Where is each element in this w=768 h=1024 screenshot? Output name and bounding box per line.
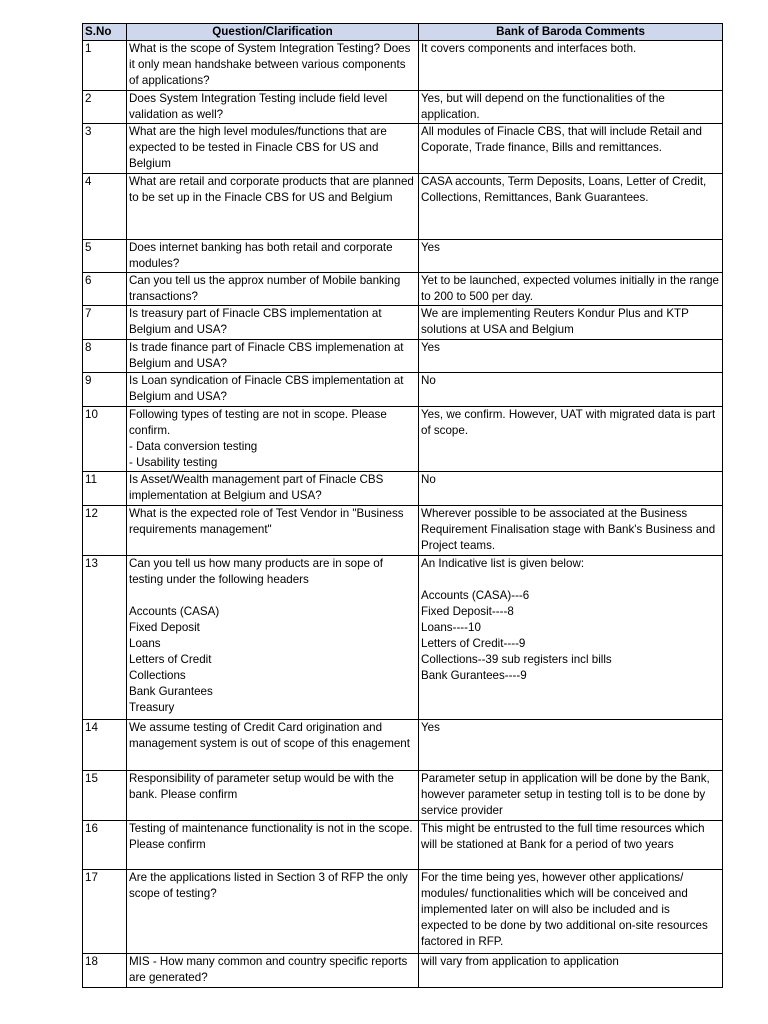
cell-comment: Yes, we confirm. However, UAT with migrated data is part of scope. xyxy=(419,407,723,472)
cell-sno: 18 xyxy=(83,954,127,988)
table-row xyxy=(83,174,723,240)
cell-comment: CASA accounts, Term Deposits, Loans, Letter of Credit, Collections, Remittances, Bank Guarantees. xyxy=(419,174,723,240)
table-row xyxy=(83,771,723,821)
cell-sno: 17 xyxy=(83,870,127,954)
cell-sno: 9 xyxy=(83,373,127,407)
cell-question: Is trade finance part of Finacle CBS implemenation at Belgium and USA? xyxy=(127,340,419,373)
header-comments: Bank of Baroda Comments xyxy=(419,24,723,41)
cell-comment: Yes, but will depend on the functionalities of the application. xyxy=(419,91,723,124)
cell-comment: It covers components and interfaces both. xyxy=(419,41,723,91)
cell-comment: For the time being yes, however other applications/ modules/ functionalities which will be conceived and implemented later on will also be included and is expected to be done by two additional on-site resources factored in RFP. xyxy=(419,870,723,954)
cell-question: Can you tell us the approx number of Mobile banking transactions? xyxy=(127,273,419,306)
cell-comment: Yet to be launched, expected volumes initially in the range to 200 to 500 per day. xyxy=(419,273,723,306)
cell-sno: 11 xyxy=(83,472,127,506)
cell-comment: No xyxy=(419,373,723,407)
cell-comment: will vary from application to application xyxy=(419,954,723,988)
cell-comment: We are implementing Reuters Kondur Plus and KTP solutions at USA and Belgium xyxy=(419,306,723,340)
cell-comment: An Indicative list is given below: Accounts (CASA)---6 Fixed Deposit----8 Loans----10 Letters of Credit----9 Collections--39 sub registers incl bills Bank Gurantees----9 xyxy=(419,556,723,720)
header-row xyxy=(83,24,723,41)
cell-question: Is Loan syndication of Finacle CBS implementation at Belgium and USA? xyxy=(127,373,419,407)
table-row xyxy=(83,240,723,273)
cell-question: Testing of maintenance functionality is not in the scope. Please confirm xyxy=(127,821,419,870)
cell-comment: Yes xyxy=(419,720,723,771)
table-row xyxy=(83,506,723,556)
cell-comment: Yes xyxy=(419,240,723,273)
cell-question: We assume testing of Credit Card origination and management system is out of scope of this enagement xyxy=(127,720,419,771)
cell-sno: 12 xyxy=(83,506,127,556)
cell-comment: No xyxy=(419,472,723,506)
header-sno: S.No xyxy=(83,24,127,41)
cell-sno: 5 xyxy=(83,240,127,273)
cell-question: MIS - How many common and country specific reports are generated? xyxy=(127,954,419,988)
table-row xyxy=(83,407,723,472)
table-row xyxy=(83,821,723,870)
table-row xyxy=(83,124,723,174)
cell-question: Are the applications listed in Section 3 of RFP the only scope of testing? xyxy=(127,870,419,954)
cell-comment: Parameter setup in application will be done by the Bank, however parameter setup in testing toll is to be done by service provider xyxy=(419,771,723,821)
table-row xyxy=(83,954,723,988)
cell-question: Following types of testing are not in scope. Please confirm. - Data conversion testing - Usability testing xyxy=(127,407,419,472)
table-row xyxy=(83,41,723,91)
table-row xyxy=(83,556,723,720)
cell-question: What are the high level modules/functions that are expected to be tested in Finacle CBS for US and Belgium xyxy=(127,124,419,174)
cell-comment: This might be entrusted to the full time resources which will be stationed at Bank for a period of two years xyxy=(419,821,723,870)
clarification-table xyxy=(82,23,723,988)
cell-sno: 3 xyxy=(83,124,127,174)
cell-sno: 4 xyxy=(83,174,127,240)
table-row xyxy=(83,306,723,340)
cell-comment: All modules of Finacle CBS, that will include Retail and Coporate, Trade finance, Bills and remittances. xyxy=(419,124,723,174)
table-row xyxy=(83,720,723,771)
table-row xyxy=(83,472,723,506)
cell-sno: 6 xyxy=(83,273,127,306)
table-row xyxy=(83,340,723,373)
cell-question: What is the scope of System Integration Testing? Does it only mean handshake between various components of applications? xyxy=(127,41,419,91)
cell-question: Is treasury part of Finacle CBS implementation at Belgium and USA? xyxy=(127,306,419,340)
cell-sno: 1 xyxy=(83,41,127,91)
header-question: Question/Clarification xyxy=(127,24,419,41)
table-row xyxy=(83,273,723,306)
cell-sno: 8 xyxy=(83,340,127,373)
table-row xyxy=(83,373,723,407)
cell-sno: 10 xyxy=(83,407,127,472)
cell-question: Does internet banking has both retail and corporate modules? xyxy=(127,240,419,273)
table-row xyxy=(83,870,723,954)
cell-question: Can you tell us how many products are in sope of testing under the following headers Accounts (CASA) Fixed Deposit Loans Letters of Credit Collections Bank Gurantees Treasury xyxy=(127,556,419,720)
cell-sno: 15 xyxy=(83,771,127,821)
table-row xyxy=(83,91,723,124)
cell-sno: 13 xyxy=(83,556,127,720)
cell-question: Is Asset/Wealth management part of Finacle CBS implementation at Belgium and USA? xyxy=(127,472,419,506)
cell-question: What is the expected role of Test Vendor in "Business requirements management" xyxy=(127,506,419,556)
cell-sno: 7 xyxy=(83,306,127,340)
cell-sno: 16 xyxy=(83,821,127,870)
cell-comment: Yes xyxy=(419,340,723,373)
cell-comment: Wherever possible to be associated at the Business Requirement Finalisation stage with Bank's Business and Project teams. xyxy=(419,506,723,556)
cell-question: Responsibility of parameter setup would be with the bank. Please confirm xyxy=(127,771,419,821)
cell-question: What are retail and corporate products that are planned to be set up in the Finacle CBS for US and Belgium xyxy=(127,174,419,240)
cell-sno: 14 xyxy=(83,720,127,771)
cell-question: Does System Integration Testing include field level validation as well? xyxy=(127,91,419,124)
cell-sno: 2 xyxy=(83,91,127,124)
